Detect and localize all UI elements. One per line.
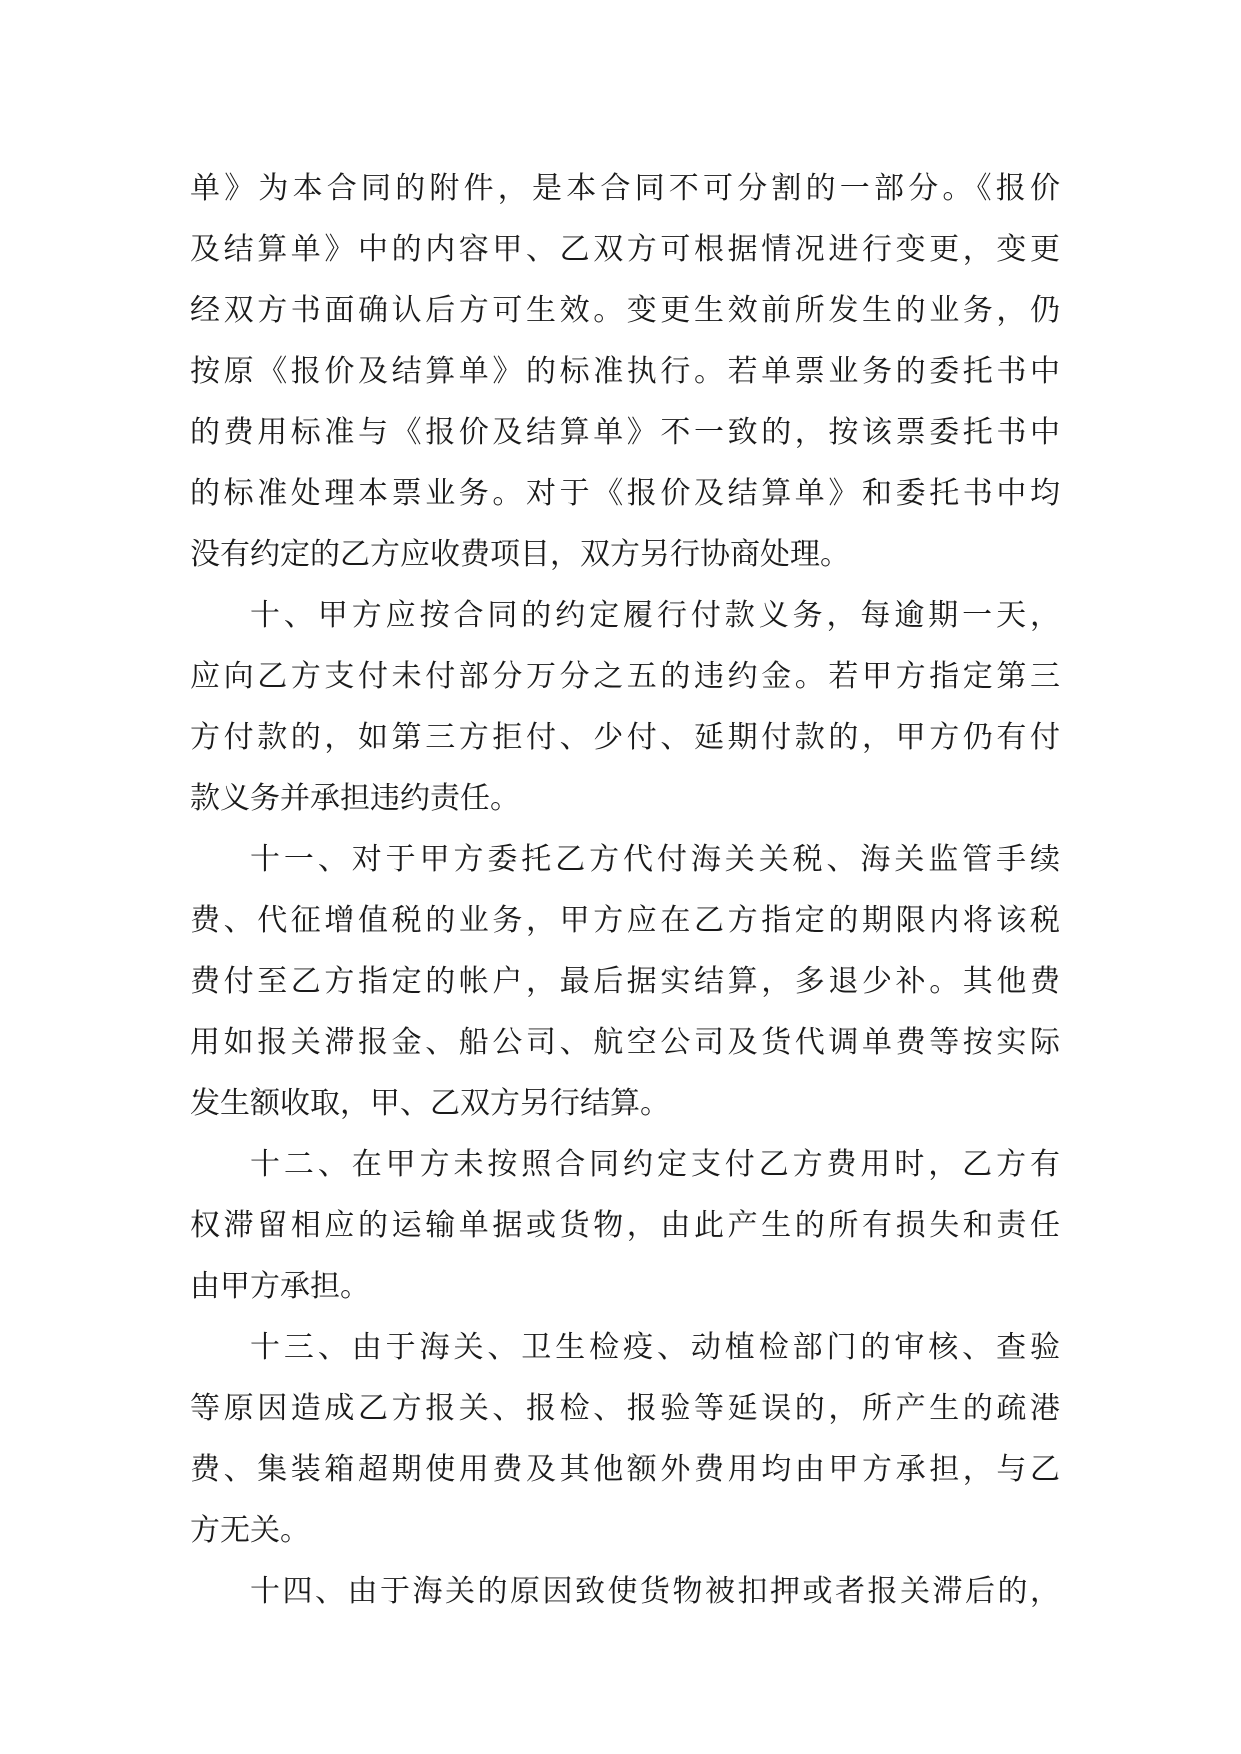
text-line: 十一、对于甲方委托乙方代付海关关税、海关监管手续 xyxy=(250,842,1060,877)
text-line: 经双方书面确认后方可生效。变更生效前所发生的业务，仍 xyxy=(190,293,1060,328)
paragraph-clause-14 xyxy=(190,1561,1060,1622)
text-line: 的标准处理本票业务。对于《报价及结算单》和委托书中均 xyxy=(190,476,1060,511)
text-line: 等原因造成乙方报关、报检、报验等延误的，所产生的疏港 xyxy=(190,1391,1060,1426)
text-line: 按原《报价及结算单》的标准执行。若单票业务的委托书中 xyxy=(190,354,1060,389)
document-body xyxy=(190,158,1060,1622)
paragraph-clause-10 xyxy=(190,585,1060,829)
paragraph-attachment-clause xyxy=(190,158,1060,585)
text-line: 权滞留相应的运输单据或货物，由此产生的所有损失和责任 xyxy=(190,1208,1060,1243)
text-line: 没有约定的乙方应收费项目，双方另行协商处理。 xyxy=(190,537,850,572)
text-line: 款义务并承担违约责任。 xyxy=(190,781,520,816)
paragraph-clause-13 xyxy=(190,1317,1060,1561)
text-line: 十四、由于海关的原因致使货物被扣押或者报关滞后的， xyxy=(250,1574,1060,1609)
text-line: 十二、在甲方未按照合同约定支付乙方费用时，乙方有 xyxy=(250,1147,1060,1182)
text-line: 由甲方承担。 xyxy=(190,1269,370,1304)
text-line: 十三、由于海关、卫生检疫、动植检部门的审核、查验 xyxy=(250,1330,1060,1365)
text-line: 的费用标准与《报价及结算单》不一致的，按该票委托书中 xyxy=(190,415,1060,450)
text-line: 发生额收取，甲、乙双方另行结算。 xyxy=(190,1086,670,1121)
paragraph-clause-11 xyxy=(190,829,1060,1134)
text-line: 方付款的，如第三方拒付、少付、延期付款的，甲方仍有付 xyxy=(190,720,1060,755)
text-line: 费付至乙方指定的帐户，最后据实结算，多退少补。其他费 xyxy=(190,964,1060,999)
text-line: 应向乙方支付未付部分万分之五的违约金。若甲方指定第三 xyxy=(190,659,1060,694)
text-line: 费、集装箱超期使用费及其他额外费用均由甲方承担，与乙 xyxy=(190,1452,1060,1487)
paragraph-clause-12 xyxy=(190,1134,1060,1317)
text-line: 费、代征增值税的业务，甲方应在乙方指定的期限内将该税 xyxy=(190,903,1060,938)
text-line: 单》为本合同的附件，是本合同不可分割的一部分。《报价 xyxy=(190,171,1060,206)
text-line: 十、甲方应按合同的约定履行付款义务，每逾期一天， xyxy=(250,598,1060,633)
text-line: 方无关。 xyxy=(190,1513,310,1548)
text-line: 及结算单》中的内容甲、乙双方可根据情况进行变更，变更 xyxy=(190,232,1060,267)
text-line: 用如报关滞报金、船公司、航空公司及货代调单费等按实际 xyxy=(190,1025,1060,1060)
